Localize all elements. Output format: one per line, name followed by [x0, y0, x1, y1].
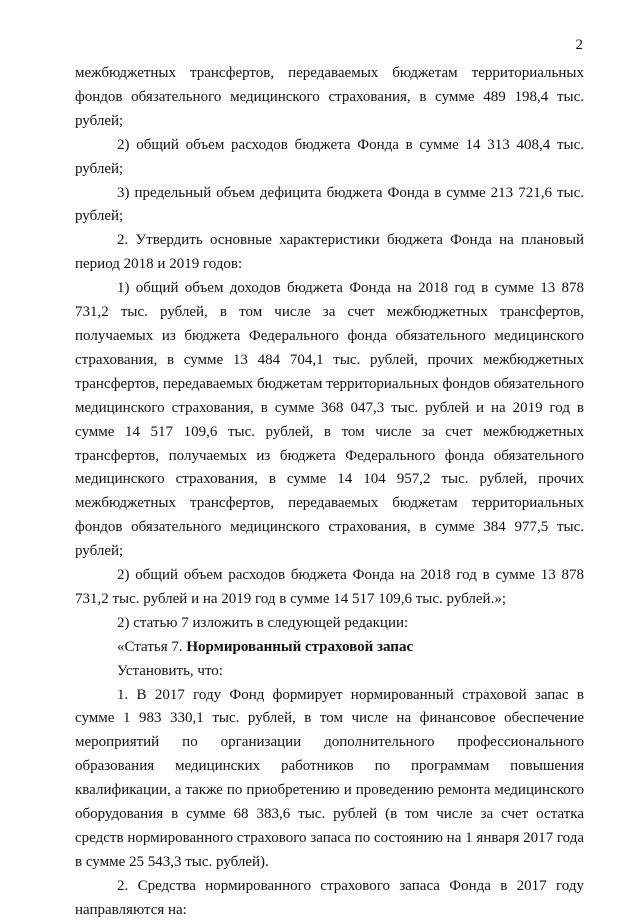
paragraph-9: 1. В 2017 году Фонд формирует нормированный страховой запас в сумме 1 983 330,1 тыс. рублей, в том числе на финансовое обеспечение мероприятий по организации дополнительного профессионального образования медицинских работников по программам повышения квалификации, а также по приобретению и проведению ремонта медицинского оборудования в сумме 68 383,6 тыс. рублей (в том числе за счет остатка средств нормированного страхового запаса по состоянию на 1 января 2017 года в сумме 25 543,3 тыс. рублей).: [75, 686, 584, 870]
article-title: Нормированный страховой запас: [186, 638, 414, 655]
paragraph-4: 2. Утвердить основные характеристики бюджета Фонда на плановый период 2018 и 2019 годов:: [75, 232, 584, 273]
paragraph-6: 2) общий объем расходов бюджета Фонда на 2018 год в сумме 13 878 731,2 тыс. рублей и на 2019 год в сумме 14 517 109,6 тыс. рублей.»;: [75, 567, 584, 607]
paragraph-10: 2. Средства нормированного страхового запаса Фонда в 2017 году направляются на:: [75, 877, 584, 918]
article-prefix: «Статья 7.: [117, 638, 187, 655]
paragraph-5: 1) общий объем доходов бюджета Фонда на 2018 год в сумме 13 878 731,2 тыс. рублей, в том числе за счет межбюджетных трансфертов, получаемых из бюджета Федерального фонда обязательного медицинского страхования, в сумме 13 484 704,1 тыс. рублей, прочих межбюджетных трансфертов, передаваемых бюджетам территориальных фондов обязательного медицинского страхования, в сумме 368 047,3 тыс. рублей и на 2019 год в сумме 14 517 109,6 тыс. рублей, в том числе за счет межбюджетных трансфертов, получаемых из бюджета Федерального фонда обязательного медицинского страхования, в сумме 14 104 957,2 тыс. рублей, прочих межбюджетных трансфертов, передаваемых бюджетам территориальных фондов обязательного медицинского страхования, в сумме 384 977,5 тыс. рублей;: [75, 280, 584, 560]
paragraph-7: 2) статью 7 изложить в следующей редакции:: [117, 614, 409, 631]
document-body: [75, 62, 584, 923]
paragraph-1: межбюджетных трансфертов, передаваемых бюджетам территориальных фондов обязательного медицинского страхования, в сумме 489 198,4 тыс. рублей;: [75, 65, 584, 129]
paragraph-3: 3) предельный объем дефицита бюджета Фонда в сумме 213 721,6 тыс. рублей;: [75, 184, 584, 225]
paragraph-8: Установить, что:: [117, 662, 223, 679]
paragraph-2: 2) общий объем расходов бюджета Фонда в сумме 14 313 408,4 тыс. рублей;: [75, 136, 584, 177]
page-number: 2: [575, 37, 583, 53]
article-heading: [75, 636, 584, 660]
